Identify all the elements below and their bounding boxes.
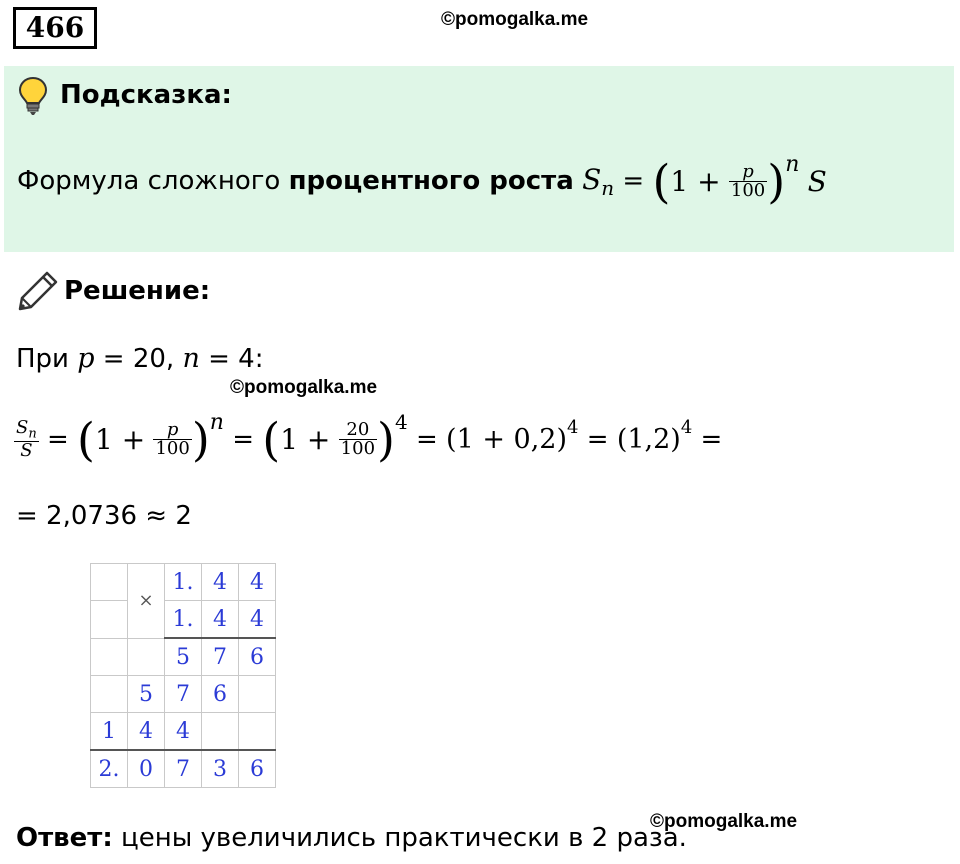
grid-cell bbox=[91, 676, 128, 713]
grid-row bbox=[91, 638, 276, 676]
solution-line-3: = 2,0736 ≈ 2 bbox=[16, 501, 192, 531]
formula-fraction bbox=[729, 163, 767, 200]
grid-cell: 7 bbox=[165, 676, 202, 713]
grid-cell: 4 bbox=[239, 601, 276, 639]
formula-rparen: ) bbox=[767, 154, 786, 209]
formula-frac-num: p bbox=[742, 161, 754, 182]
grid-cell: 6 bbox=[202, 676, 239, 713]
watermark-middle: ©pomogalka.me bbox=[230, 377, 378, 398]
grid-row bbox=[91, 676, 276, 713]
solution-title: Решение: bbox=[64, 276, 211, 306]
grid-cell bbox=[91, 601, 128, 639]
line2-ratio-num: S bbox=[16, 417, 29, 439]
grid-cell: 4 bbox=[165, 713, 202, 751]
line2-one-plus-1: 1 + bbox=[95, 423, 146, 456]
pencil-icon bbox=[17, 270, 59, 312]
hint-title: Подсказка: bbox=[60, 80, 232, 110]
lightbulb-icon bbox=[17, 76, 49, 116]
hint-text bbox=[17, 152, 827, 209]
line2-lparen-1: ( bbox=[77, 412, 95, 467]
grid-cell: 1. bbox=[165, 564, 202, 601]
line1-p-val: = 20, bbox=[94, 344, 183, 374]
solution-line-2 bbox=[14, 410, 723, 467]
line2-ratio-num-sub: n bbox=[28, 426, 37, 442]
line2-frac-2 bbox=[339, 421, 377, 458]
line2-rparen-1: ) bbox=[191, 412, 210, 467]
answer-label: Ответ: bbox=[16, 823, 113, 853]
grid-cell bbox=[91, 638, 128, 676]
grid-cell: 4 bbox=[239, 564, 276, 601]
formula-lhs-sub: n bbox=[601, 176, 615, 201]
formula-rhs: S bbox=[807, 165, 827, 198]
formula-frac-den: 100 bbox=[730, 180, 766, 201]
line2-eq-3: = bbox=[415, 424, 438, 455]
line2-ratio-den: S bbox=[14, 441, 39, 460]
grid-cell: 4 bbox=[128, 713, 165, 751]
line2-eq-2: = bbox=[232, 424, 254, 455]
line2-step3-exp: 4 bbox=[567, 417, 579, 438]
line2-lparen-2: ( bbox=[262, 412, 281, 467]
watermark-bottom: ©pomogalka.me bbox=[650, 811, 798, 832]
formula-one-plus: 1 + bbox=[670, 165, 721, 198]
line1-prefix: При bbox=[16, 344, 78, 374]
grid-cell bbox=[239, 713, 276, 751]
grid-cell: 1. bbox=[165, 601, 202, 639]
line2-frac2-den: 100 bbox=[340, 438, 376, 459]
answer-text: цены увеличились практически в 2 раза. bbox=[112, 823, 687, 853]
multiplication-grid bbox=[90, 563, 276, 788]
grid-cell: 0 bbox=[128, 750, 165, 788]
solution-line-1 bbox=[16, 343, 263, 374]
line2-exp-2: 4 bbox=[394, 410, 408, 434]
line2-ratio bbox=[14, 419, 39, 460]
grid-cell bbox=[239, 676, 276, 713]
watermark-top: ©pomogalka.me bbox=[441, 9, 589, 30]
line1-p: p bbox=[77, 343, 95, 374]
line1-n: n bbox=[182, 343, 200, 374]
line2-eq-4: = bbox=[586, 424, 609, 455]
grid-cell: 1 bbox=[91, 713, 128, 751]
line2-step4: (1,2) bbox=[616, 424, 681, 455]
grid-cell: 7 bbox=[202, 638, 239, 676]
grid-row bbox=[91, 601, 276, 639]
line2-eq-1: = bbox=[46, 424, 69, 455]
grid-cell: 4 bbox=[202, 601, 239, 639]
line2-frac-1 bbox=[153, 421, 191, 458]
line2-step4-exp: 4 bbox=[680, 417, 693, 438]
grid-row bbox=[91, 750, 276, 788]
grid-cell: 6 bbox=[239, 750, 276, 788]
grid-row bbox=[91, 713, 276, 751]
line2-eq-5: = bbox=[700, 424, 723, 455]
grid-cell: 3 bbox=[202, 750, 239, 788]
formula-exp: n bbox=[785, 152, 800, 177]
grid-cell bbox=[128, 638, 165, 676]
grid-cell: 5 bbox=[128, 676, 165, 713]
grid-cell bbox=[91, 564, 128, 601]
line2-frac1-num: p bbox=[166, 419, 179, 440]
hint-text-prefix: Формула сложного bbox=[17, 166, 289, 196]
formula-lparen: ( bbox=[652, 154, 671, 209]
line1-n-val: = 4: bbox=[199, 344, 264, 374]
grid-cell bbox=[202, 713, 239, 751]
formula-eq: = bbox=[622, 166, 645, 196]
grid-cell: 7 bbox=[165, 750, 202, 788]
line2-frac1-den: 100 bbox=[155, 438, 190, 459]
grid-row bbox=[91, 564, 276, 601]
grid-cell: 6 bbox=[239, 638, 276, 676]
line2-frac2-num: 20 bbox=[346, 419, 370, 440]
grid-cell: 4 bbox=[202, 564, 239, 601]
times-sign: × bbox=[128, 564, 165, 639]
hint-text-bold: процентного роста bbox=[288, 166, 574, 196]
line2-one-plus-2: 1 + bbox=[280, 423, 331, 456]
grid-cell: 2. bbox=[91, 750, 128, 788]
problem-number: 466 bbox=[13, 7, 97, 49]
formula-lhs: S bbox=[582, 163, 602, 196]
grid-cell: 5 bbox=[165, 638, 202, 676]
line2-rparen-2: ) bbox=[377, 412, 395, 467]
answer-line bbox=[16, 823, 687, 853]
line2-step3: (1 + 0,2) bbox=[446, 424, 568, 455]
line2-exp-1: n bbox=[209, 410, 224, 435]
